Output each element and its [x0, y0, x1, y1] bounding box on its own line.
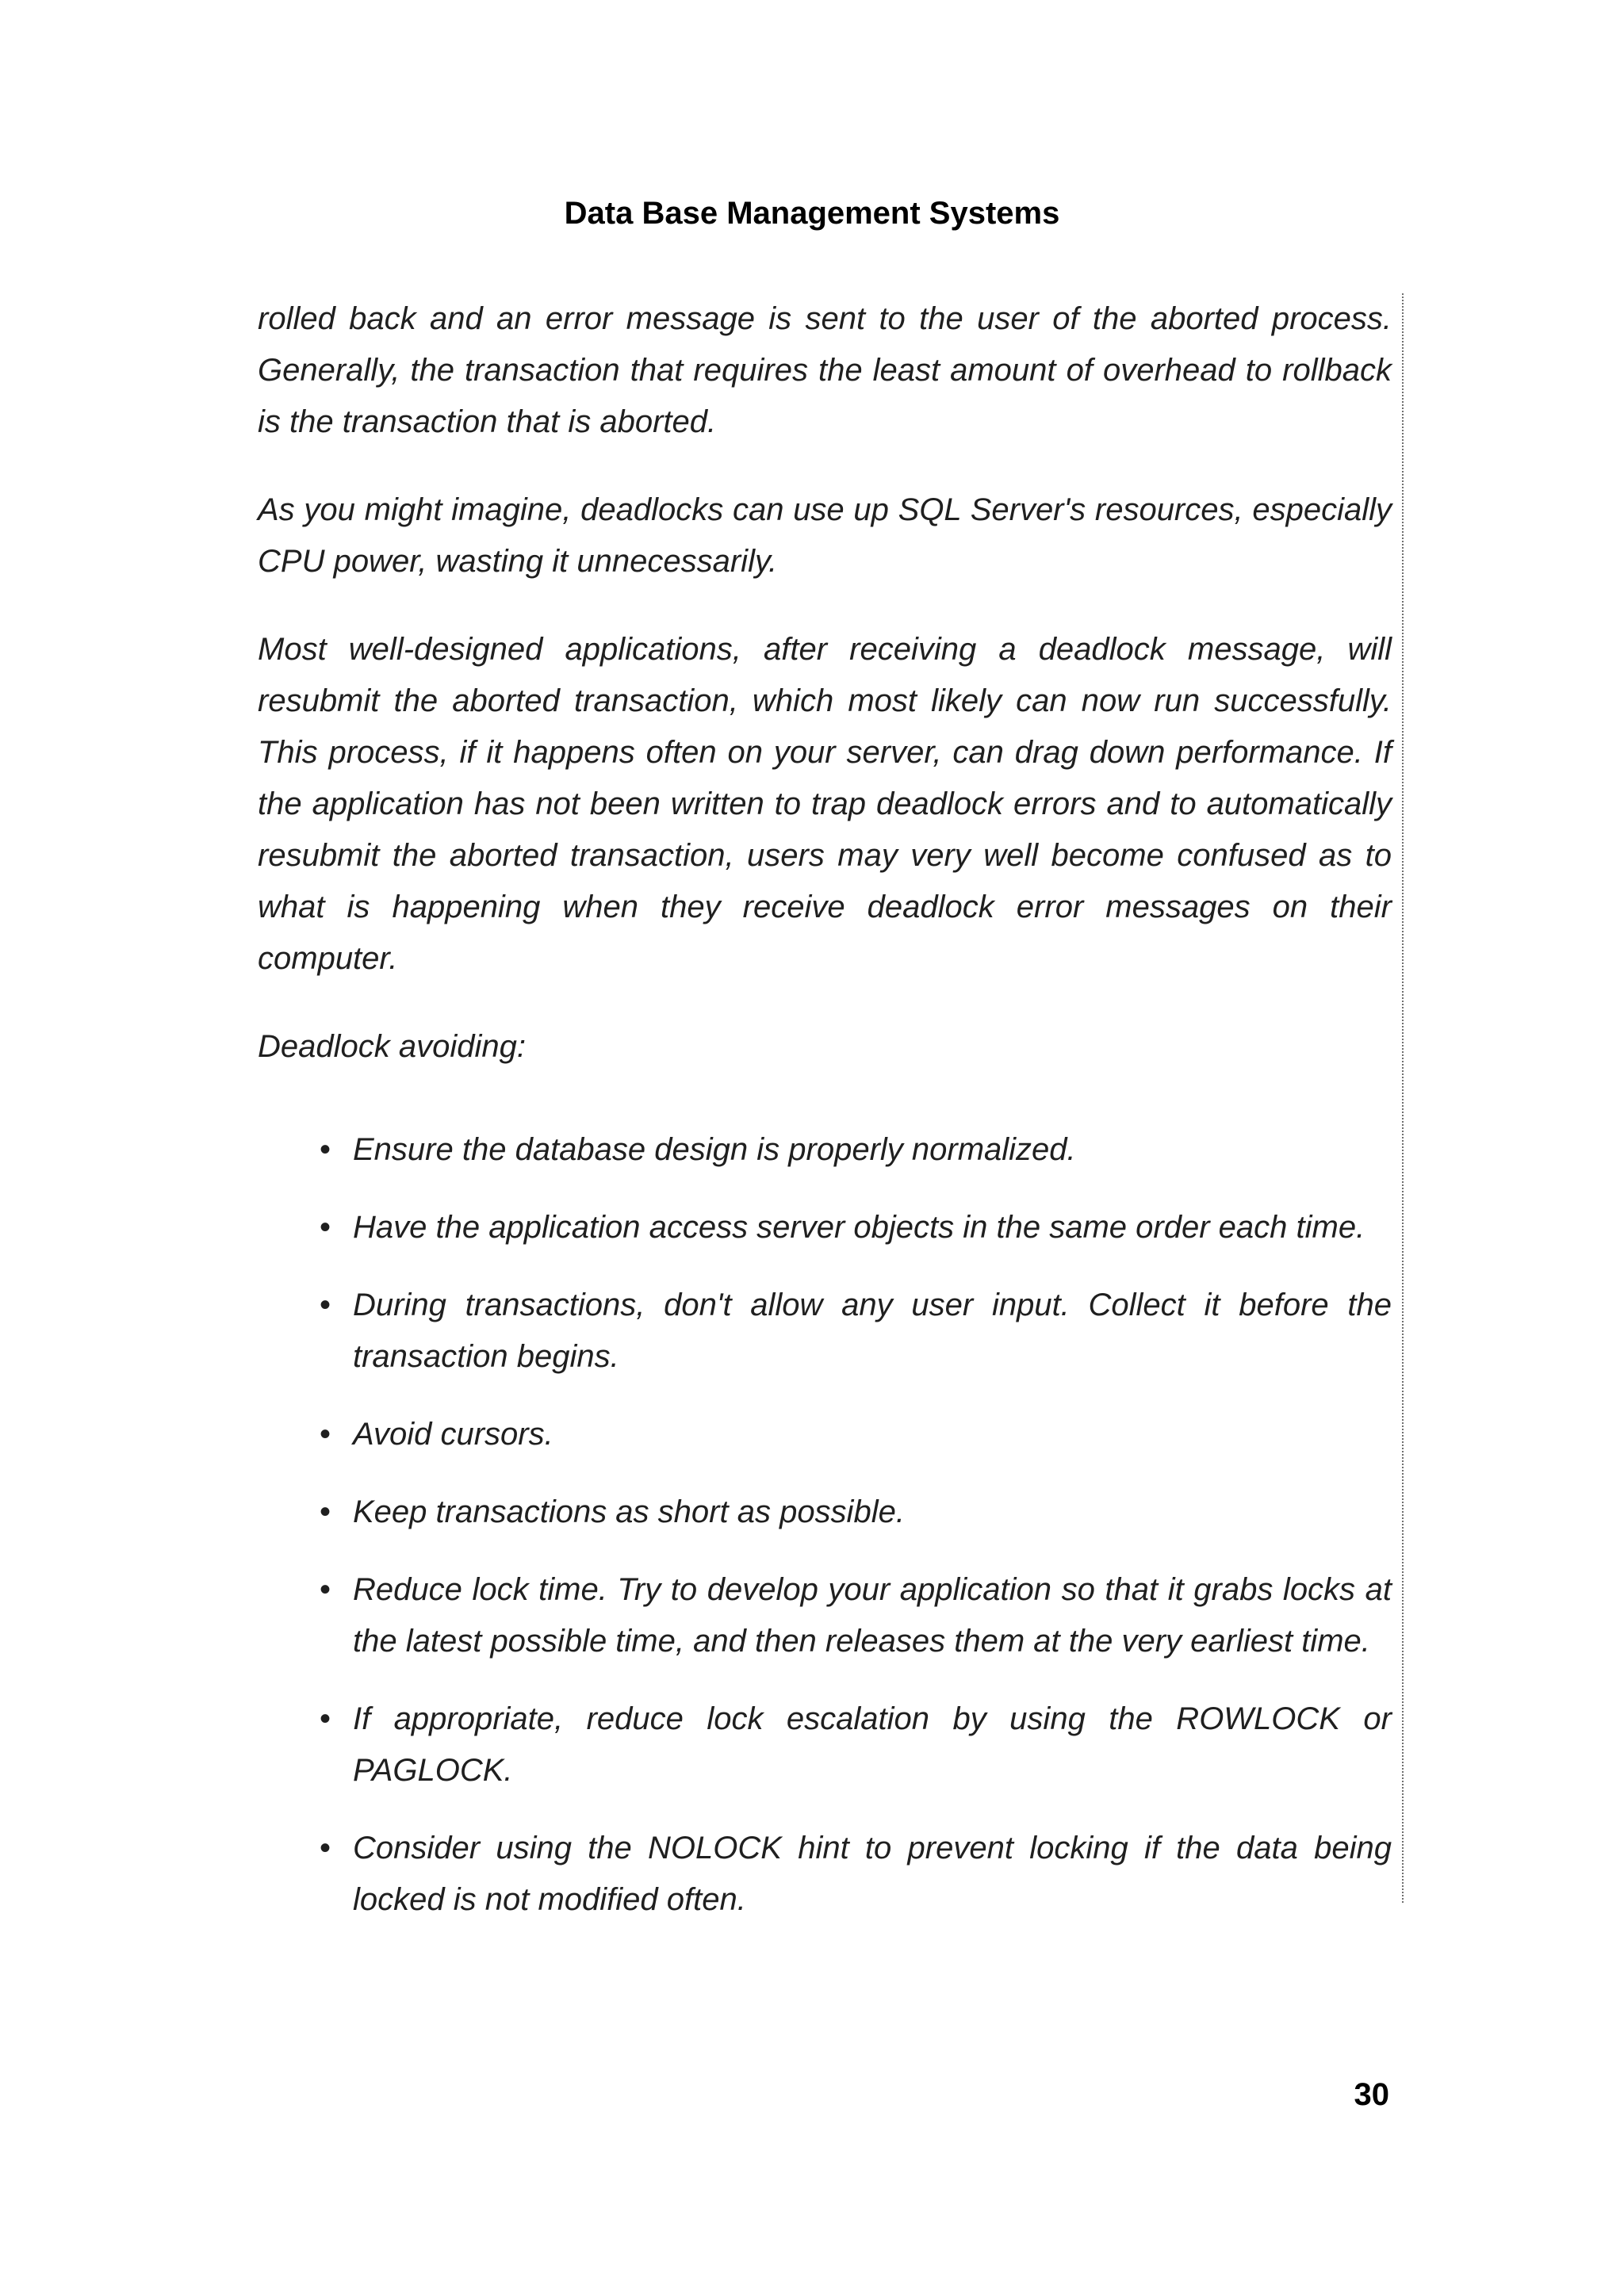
list-item	[258, 1487, 1392, 1538]
margin-rule	[1402, 293, 1404, 1903]
list-item	[258, 1564, 1392, 1667]
bullet-icon: •	[320, 1572, 331, 1607]
list-item	[258, 1409, 1392, 1460]
list-item-text: Reduce lock time. Try to develop your application so that it grabs locks at the latest possible time, and then releases them at the very earliest time.	[353, 1572, 1392, 1659]
list-item-text: Consider using the NOLOCK hint to prevent locking if the data being locked is not modified often.	[353, 1831, 1392, 1917]
bullet-icon: •	[320, 1288, 331, 1322]
list-item-text: Ensure the database design is properly normalized.	[353, 1132, 1076, 1167]
paragraph-resubmit: Most well-designed applications, after receiving a deadlock message, will resubmit the aborted transaction, which most likely can now run successfully. This process, if it happens often on your server, can drag down performance. If the application has not been written to trap deadlock errors and to automatically resubmit the aborted transaction, users may very well become confused as to what is happening when they receive deadlock error messages on their computer.	[258, 632, 1392, 976]
list-item	[258, 1202, 1392, 1253]
bullet-icon: •	[320, 1210, 331, 1245]
paragraph-resources: As you might imagine, deadlocks can use up SQL Server's resources, especially CPU power, wasting it unnecessarily.	[258, 492, 1392, 579]
paragraph-rollback: rolled back and an error message is sent to the user of the aborted process. Generally, the transaction that requires the least amount of overhead to rollback is the transaction that is aborted.	[258, 301, 1392, 439]
page-number: 30	[1354, 2077, 1389, 2112]
list-item-text: Avoid cursors.	[353, 1417, 553, 1452]
bullet-icon: •	[320, 1701, 331, 1736]
bullet-icon: •	[320, 1494, 331, 1529]
page-header-title: Data Base Management Systems	[564, 196, 1060, 231]
section-heading-deadlock-avoiding: Deadlock avoiding:	[258, 1029, 526, 1064]
bullet-icon: •	[320, 1132, 331, 1167]
list-item	[258, 1280, 1392, 1383]
list-item-text: Have the application access server objects in the same order each time.	[353, 1210, 1365, 1245]
list-item	[258, 1823, 1392, 1926]
page-body	[258, 293, 1392, 1952]
bullet-icon: •	[320, 1417, 331, 1452]
list-item	[258, 1693, 1392, 1797]
deadlock-avoiding-list	[258, 1124, 1392, 1926]
list-item-text: During transactions, don't allow any user input. Collect it before the transaction begins.	[353, 1288, 1392, 1374]
list-item	[258, 1124, 1392, 1176]
list-item-text: If appropriate, reduce lock escalation by using the ROWLOCK or PAGLOCK.	[353, 1701, 1392, 1788]
bullet-icon: •	[320, 1831, 331, 1866]
list-item-text: Keep transactions as short as possible.	[353, 1494, 905, 1529]
